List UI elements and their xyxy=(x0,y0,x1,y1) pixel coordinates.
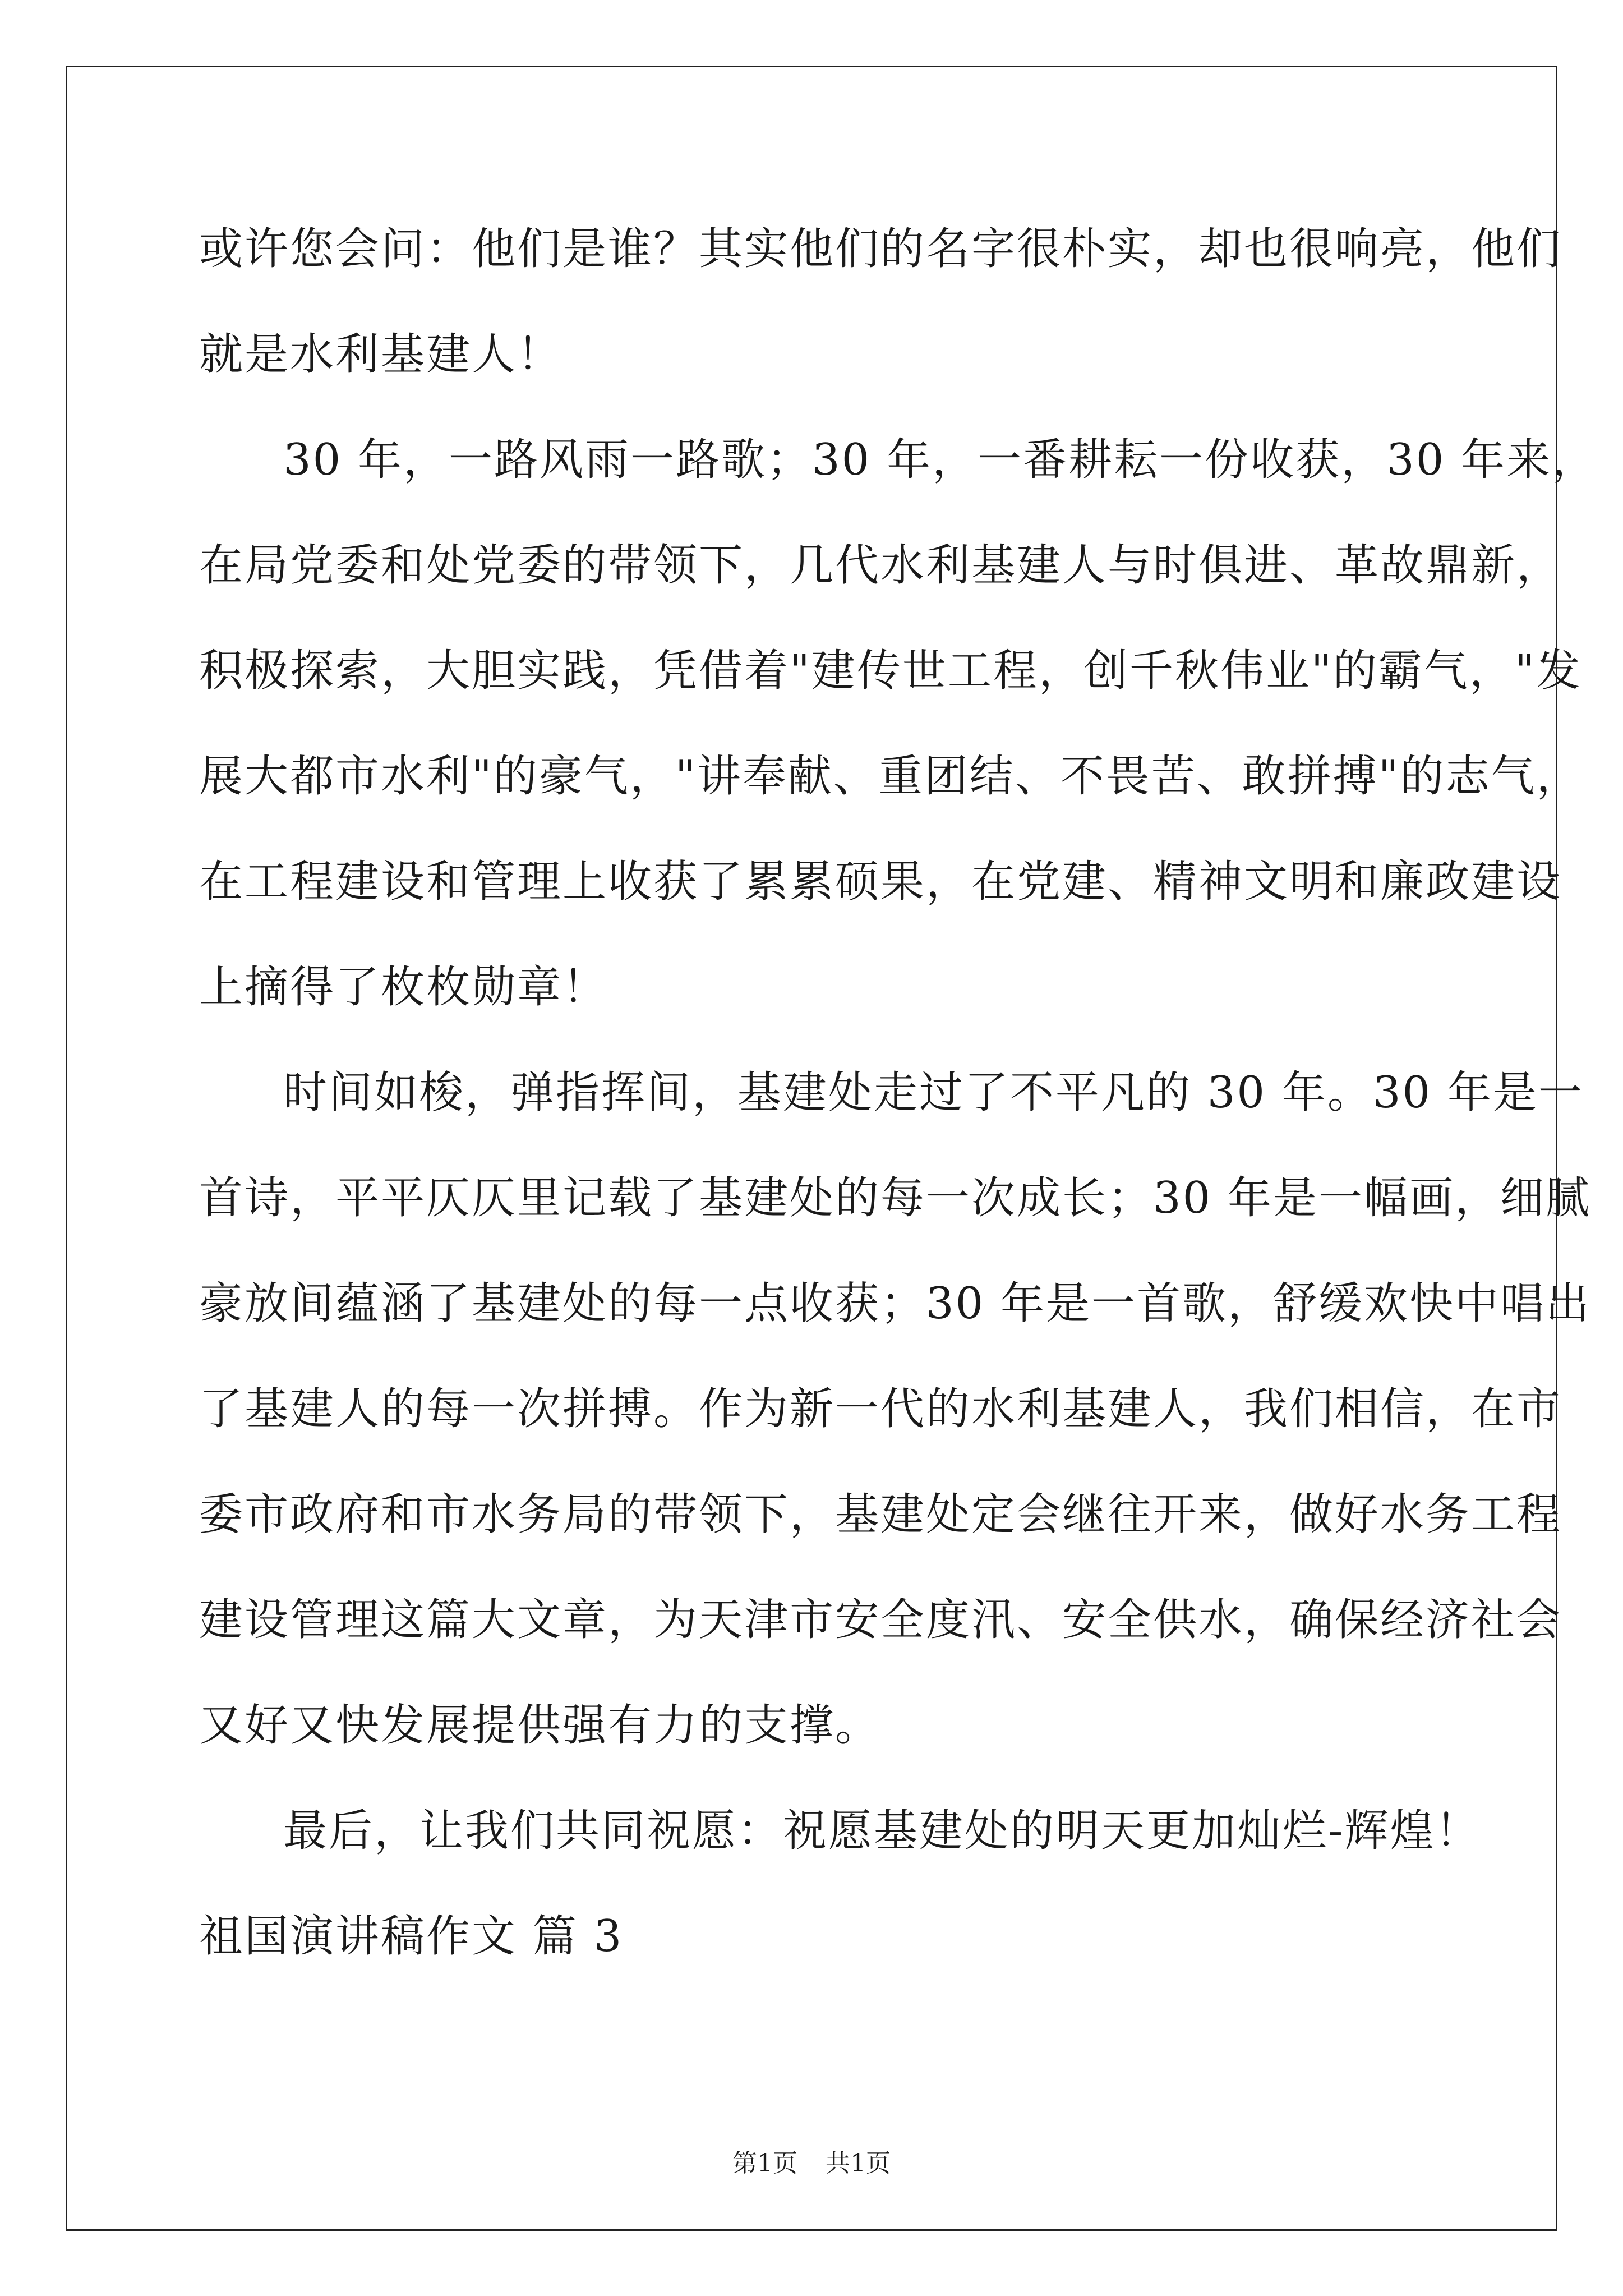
text-line: 豪放间蕴涵了基建处的每一点收获；30 年是一首歌，舒缓欢快中唱出 xyxy=(199,1278,1592,1329)
text-line: 时间如梭，弹指挥间，基建处走过了不平凡的 30 年。30 年是一 xyxy=(283,1068,1584,1118)
document-body xyxy=(199,215,1598,1998)
text-line: 了基建人的每一次拼搏。作为新一代的水利基建人，我们相信，在市 xyxy=(199,1384,1562,1434)
text-line: 在工程建设和管理上收获了累累硕果，在党建、精神文明和廉政建设 xyxy=(199,857,1562,907)
text-line: 或许您会问：他们是谁？其实他们的名字很朴实，却也很响亮，他们 xyxy=(199,224,1562,274)
text-line: 上摘得了枚枚勋章！ xyxy=(199,962,608,1013)
text-line: 又好又快发展提供强有力的支撑。 xyxy=(199,1700,881,1751)
page-total: 共1页 xyxy=(826,2149,891,2178)
text-line: 在局党委和处党委的带领下，几代水利基建人与时俱进、革故鼎新， xyxy=(199,540,1562,591)
text-line: 展大都市水利"的豪气，"讲奉献、重团结、不畏苦、敢拼搏"的志气， xyxy=(199,751,1582,802)
text-line: 就是水利基建人！ xyxy=(199,329,563,380)
page-number: 第1页 xyxy=(732,2149,797,2178)
page-footer xyxy=(0,2143,1623,2179)
text-line: 建设管理这篇大文章，为天津市安全度汛、安全供水，确保经济社会 xyxy=(199,1595,1562,1645)
text-line: 30 年，一路风雨一路歌；30 年，一番耕耘一份收获，30 年来， xyxy=(283,435,1598,485)
text-line: 积极探索，大胆实践，凭借着"建传世工程，创千秋伟业"的霸气，"发 xyxy=(199,646,1582,696)
text-line: 首诗，平平仄仄里记载了基建处的每一次成长；30 年是一幅画，细腻 xyxy=(199,1173,1592,1223)
text-line: 最后，让我们共同祝愿：祝愿基建处的明天更加灿烂-辉煌！ xyxy=(283,1806,1481,1856)
text-line: 委市政府和市水务局的带领下，基建处定会继往开来，做好水务工程 xyxy=(199,1489,1562,1540)
section-heading: 祖国演讲稿作文 篇 3 xyxy=(199,1911,624,1962)
